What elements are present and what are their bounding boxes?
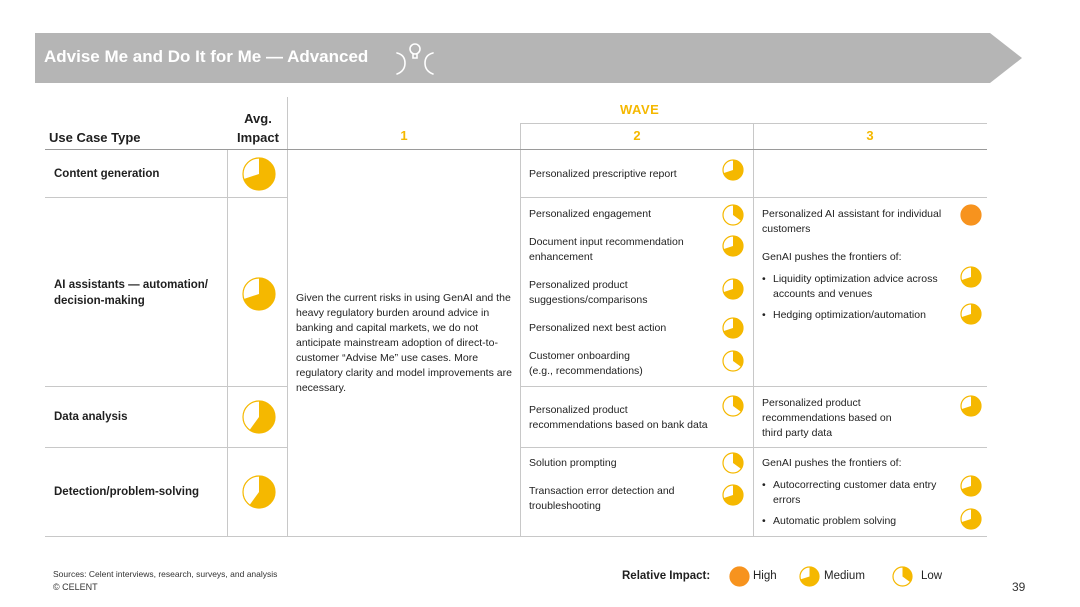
- page-title: Advise Me and Do It for Me — Advanced: [44, 47, 369, 66]
- use-case-text: third party data: [762, 427, 833, 439]
- wave-number-3: 3: [866, 128, 874, 143]
- use-case-text: accounts and venues: [773, 288, 873, 300]
- use-case-text: Transaction error detection and: [529, 485, 675, 497]
- divider: [45, 386, 287, 387]
- header-avg-impact-line1: Avg.: [244, 111, 272, 126]
- use-case-text: (e.g., recommendations): [529, 365, 643, 377]
- divider: [45, 197, 287, 198]
- use-case-text: enhancement: [529, 251, 593, 263]
- use-case-text: • Liquidity optimization advice across: [773, 272, 938, 287]
- divider: [520, 123, 521, 537]
- frontiers-heading: GenAI pushes the frontiers of:: [762, 251, 902, 263]
- use-case-text: Personalized AI assistant for individual: [762, 208, 942, 220]
- lightbulb-face-icon: [393, 41, 437, 77]
- wave-title: WAVE: [620, 102, 660, 117]
- use-case-text: recommendations based on bank data: [529, 419, 708, 431]
- use-case-text: suggestions/comparisons: [529, 294, 648, 306]
- impact-pie-icon: [960, 204, 982, 226]
- divider: [520, 123, 987, 124]
- impact-pie-icon: [960, 395, 982, 417]
- impact-pie-icon: [722, 452, 744, 474]
- wave-number-2: 2: [633, 128, 641, 143]
- legend-high-icon: [729, 566, 750, 587]
- impact-pie-icon: [722, 235, 744, 257]
- impact-pie-icon: [722, 484, 744, 506]
- impact-pie-icon: [722, 204, 744, 226]
- header-use-case-type: Use Case Type: [49, 130, 141, 145]
- use-case-text: • Automatic problem solving: [773, 514, 896, 529]
- copyright: © CELENT: [53, 582, 98, 592]
- page-number: 39: [1012, 580, 1026, 594]
- wave-number-1: 1: [400, 128, 408, 143]
- impact-pie-icon: [722, 278, 744, 300]
- sources-note: Sources: Celent interviews, research, surveys, and analysis: [53, 569, 278, 579]
- use-case-text: customers: [762, 223, 811, 235]
- use-case-text: Personalized next best action: [529, 322, 667, 334]
- avg-impact-pie-icon: [242, 157, 276, 191]
- use-case-text: • Hedging optimization/automation: [773, 308, 926, 323]
- avg-impact-pie-icon: [242, 475, 276, 509]
- impact-pie-icon: [722, 159, 744, 181]
- use-case-text: errors: [773, 494, 801, 506]
- impact-pie-icon: [960, 475, 982, 497]
- use-case-text: Document input recommendation: [529, 236, 684, 248]
- legend-high-label: High: [753, 570, 777, 582]
- use-case-text: Customer onboarding: [529, 350, 630, 362]
- use-case-text: Personalized product: [762, 397, 861, 409]
- impact-pie-icon: [960, 508, 982, 530]
- wave1-description: Given the current risks in using GenAI and the heavy regulatory burden around advice in banking and capital markets, we do not anticipate mainstream adoption of direct-to-customer “Advise Me” use cases. More regulatory clarity and model improvements are necessary.: [296, 292, 512, 394]
- row-label-ai-assistants-line1: AI assistants — automation/: [54, 279, 209, 291]
- legend-label: Relative Impact:: [622, 570, 711, 582]
- use-case-text: troubleshooting: [529, 500, 601, 512]
- use-case-text: Personalized product: [529, 279, 628, 291]
- use-case-text: recommendations based on: [762, 412, 892, 424]
- use-case-text: • Autocorrecting customer data entry: [773, 478, 936, 493]
- impact-pie-icon: [722, 317, 744, 339]
- avg-impact-pie-icon: [242, 277, 276, 311]
- divider: [45, 447, 287, 448]
- divider: [227, 149, 228, 537]
- impact-pie-icon: [722, 350, 744, 372]
- divider: [520, 386, 987, 387]
- divider: [287, 97, 288, 537]
- frontiers-heading: GenAI pushes the frontiers of:: [762, 457, 902, 469]
- legend-low-label: Low: [921, 570, 943, 582]
- divider: [753, 123, 754, 537]
- avg-impact-pie-icon: [242, 400, 276, 434]
- legend-medium-label: Medium: [824, 570, 865, 582]
- row-label-content-generation: Content generation: [54, 168, 160, 180]
- divider: [45, 149, 987, 150]
- use-case-text: Personalized prescriptive report: [529, 168, 677, 180]
- divider: [520, 197, 987, 198]
- header-avg-impact-line2: Impact: [237, 130, 279, 145]
- divider: [45, 536, 987, 537]
- row-label-data-analysis: Data analysis: [54, 411, 128, 423]
- impact-pie-icon: [960, 303, 982, 325]
- legend-low-icon: [892, 566, 913, 587]
- row-label-detection: Detection/problem-solving: [54, 486, 200, 498]
- use-case-text: Personalized product: [529, 404, 628, 416]
- row-label-ai-assistants-line2: decision-making: [54, 295, 145, 307]
- use-case-text: Solution prompting: [529, 457, 617, 469]
- impact-pie-icon: [960, 266, 982, 288]
- legend-medium-icon: [799, 566, 820, 587]
- use-case-text: Personalized engagement: [529, 208, 652, 220]
- impact-pie-icon: [722, 395, 744, 417]
- divider: [520, 447, 987, 448]
